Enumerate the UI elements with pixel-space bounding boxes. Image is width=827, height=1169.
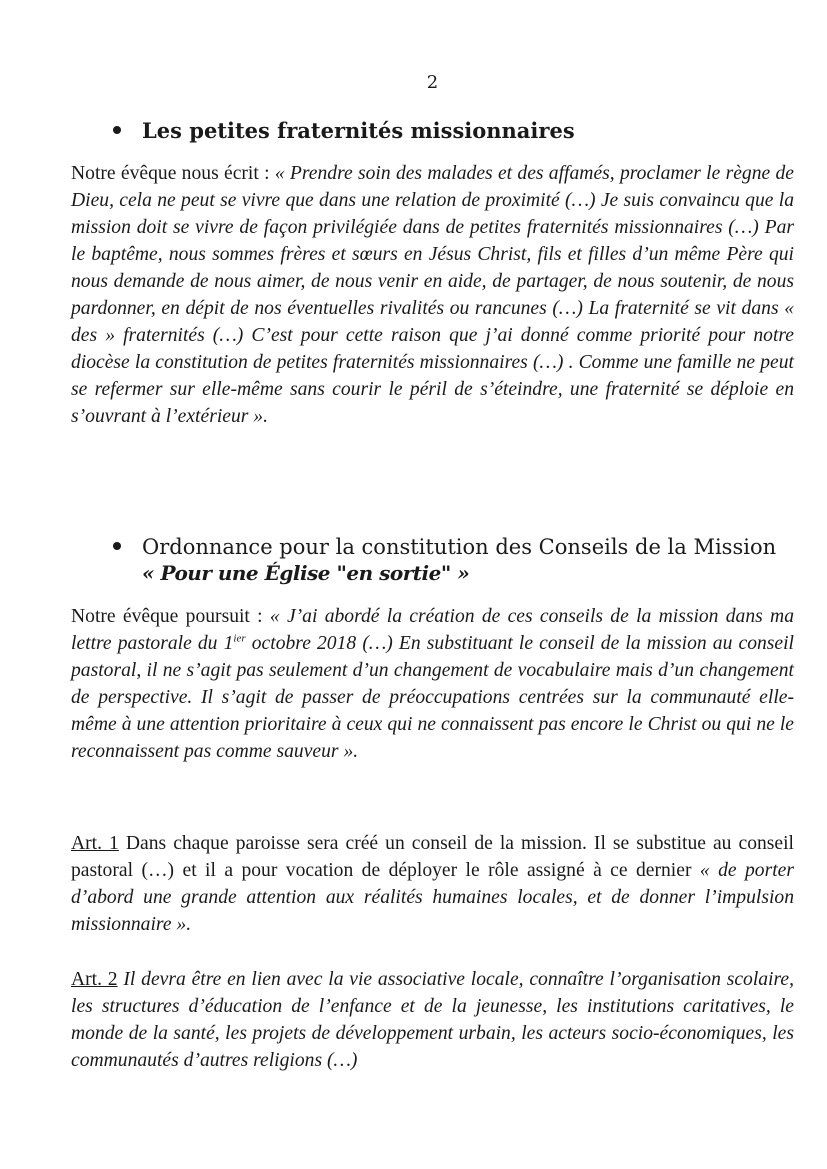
section-slogan: « Pour une Église "en sortie" »	[142, 561, 470, 585]
quote-part: « J’ai abordé la création de ces conseils de la mission dans ma lettre pastorale du 1	[71, 606, 794, 654]
article-quote: « de porter d’abord une grande attention aux réalités humaines locales, et de donner l’impulsion missionnaire ».	[71, 860, 794, 935]
article-text: Il devra être en lien avec la vie associative locale, connaître l’organisation scolaire, les structures d’éducation de l’enfance et de la jeunesse, les institutions caritatives, le monde de la santé, les projets de développement urbain, les acteurs socio-économiques, les communautés d’autres religions (…)	[71, 969, 794, 1071]
article-2	[71, 966, 794, 1074]
paragraph-conseils	[71, 603, 794, 765]
paragraph-intro: Notre évêque nous écrit :	[71, 163, 275, 184]
section-title: Ordonnance pour la constitution des Conseils de la Mission	[142, 535, 777, 559]
article-label: Art. 2	[71, 969, 118, 990]
article-text: Dans chaque paroisse sera créé un conseil de la mission. Il se substitue au conseil pastoral (…) et il a pour vocation de déployer le rôle assigné à ce dernier	[71, 833, 795, 881]
quote-part: octobre 2018 (…) En substituant le conseil de la mission au conseil pastoral, il ne s’agit pas seulement d’un changement de vocabulaire mais d’un changement de perspective. Il s’agit de passer de préoccupations centrées sur la communauté elle-même à une attention prioritaire à ceux qui ne connaissent pas encore le Christ ou qui ne le reconnaissent pas comme sauveur ».	[71, 633, 794, 762]
superscript: ier	[233, 632, 246, 645]
page-number: 2	[426, 72, 439, 93]
bullet-icon	[113, 542, 121, 550]
bishop-quote	[71, 606, 794, 762]
section-title: Les petites fraternités missionnaires	[142, 118, 575, 143]
paragraph-intro: Notre évêque poursuit :	[71, 606, 270, 627]
article-label: Art. 1	[71, 833, 119, 854]
paragraph-fraternites	[71, 160, 794, 430]
article-1	[71, 830, 794, 938]
bullet-icon	[113, 126, 121, 134]
bishop-quote: « Prendre soin des malades et des affamés, proclamer le règne de Dieu, cela ne peut se vivre que dans une relation de proximité (…) Je suis convaincu que la mission doit se vivre de façon privilégiée dans de petites fraternités missionnaires (…) Par le baptême, nous sommes frères et sœurs en Jésus Christ, fils et filles d’un même Père qui nous demande de nous aimer, de nous venir en aide, de partager, de nous soutenir, de nous pardonner, en dépit de nos éventuelles rivalités ou rancunes (…) La fraternité se vit dans « des » fraternités (…) C’est pour cette raison que j’ai donné comme priorité pour notre diocèse la constitution de petites fraternités missionnaires (…) . Comme une famille ne peut se refermer sur elle-même sans courir le péril de s’éteindre, une fraternité se déploie en s’ouvrant à l’extérieur ».	[71, 163, 794, 427]
